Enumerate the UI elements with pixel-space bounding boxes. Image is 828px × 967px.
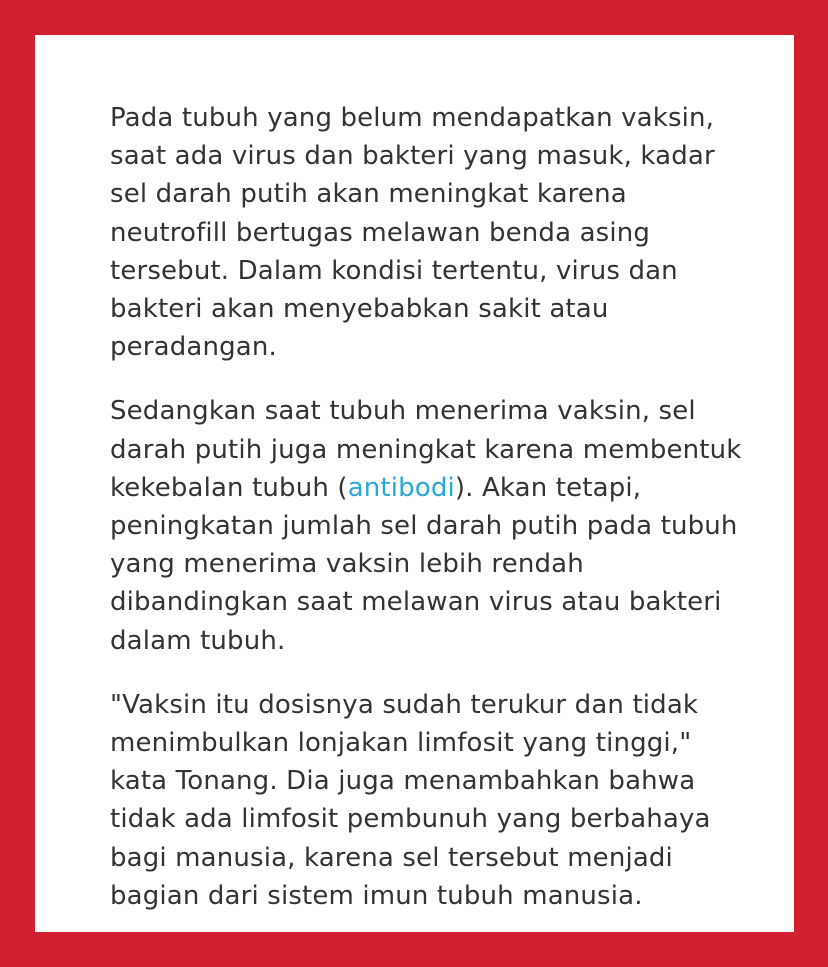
text-segment: kekebalan tubuh ( bbox=[110, 472, 348, 503]
text-line: bakteri akan menyebabkan sakit atau bbox=[110, 294, 609, 325]
text-line: menimbulkan lonjakan limfosit yang tinggi," bbox=[110, 728, 692, 759]
text-line: Sedangkan saat tubuh menerima vaksin, sel bbox=[110, 396, 696, 427]
text-line: peningkatan jumlah sel darah putih pada tubuh bbox=[110, 511, 738, 542]
text-line: tersebut. Dalam kondisi tertentu, virus dan bbox=[110, 255, 678, 286]
text-line: peradangan. bbox=[110, 332, 277, 363]
text-line: saat ada virus dan bakteri yang masuk, kadar bbox=[110, 141, 715, 172]
text-line-with-link bbox=[110, 469, 724, 507]
text-line: tidak ada limfosit pembunuh yang berbahaya bbox=[110, 804, 711, 835]
text-line: bagi manusia, karena sel tersebut menjadi bbox=[110, 842, 673, 873]
paragraph-3 bbox=[110, 686, 724, 915]
text-segment: ). Akan tetapi, bbox=[454, 472, 642, 503]
text-line: dalam tubuh. bbox=[110, 625, 286, 656]
text-line: dibandingkan saat melawan virus atau bakteri bbox=[110, 587, 722, 618]
text-line: darah putih juga meningkat karena membentuk bbox=[110, 434, 742, 465]
text-line: Pada tubuh yang belum mendapatkan vaksin, bbox=[110, 103, 715, 133]
text-line: neutrofill bertugas melawan benda asing bbox=[110, 217, 651, 248]
text-line: bagian dari sistem imun tubuh manusia. bbox=[110, 880, 643, 911]
text-line: sel darah putih akan meningkat karena bbox=[110, 179, 627, 210]
antibodi-link[interactable]: antibodi bbox=[347, 472, 455, 503]
text-line: yang menerima vaksin lebih rendah bbox=[110, 549, 584, 580]
article-card bbox=[35, 35, 794, 932]
paragraph-1 bbox=[110, 99, 724, 366]
text-line: "Vaksin itu dosisnya sudah terukur dan tidak bbox=[110, 689, 699, 720]
paragraph-2 bbox=[110, 392, 742, 659]
text-line: kata Tonang. Dia juga menambahkan bahwa bbox=[110, 766, 696, 797]
